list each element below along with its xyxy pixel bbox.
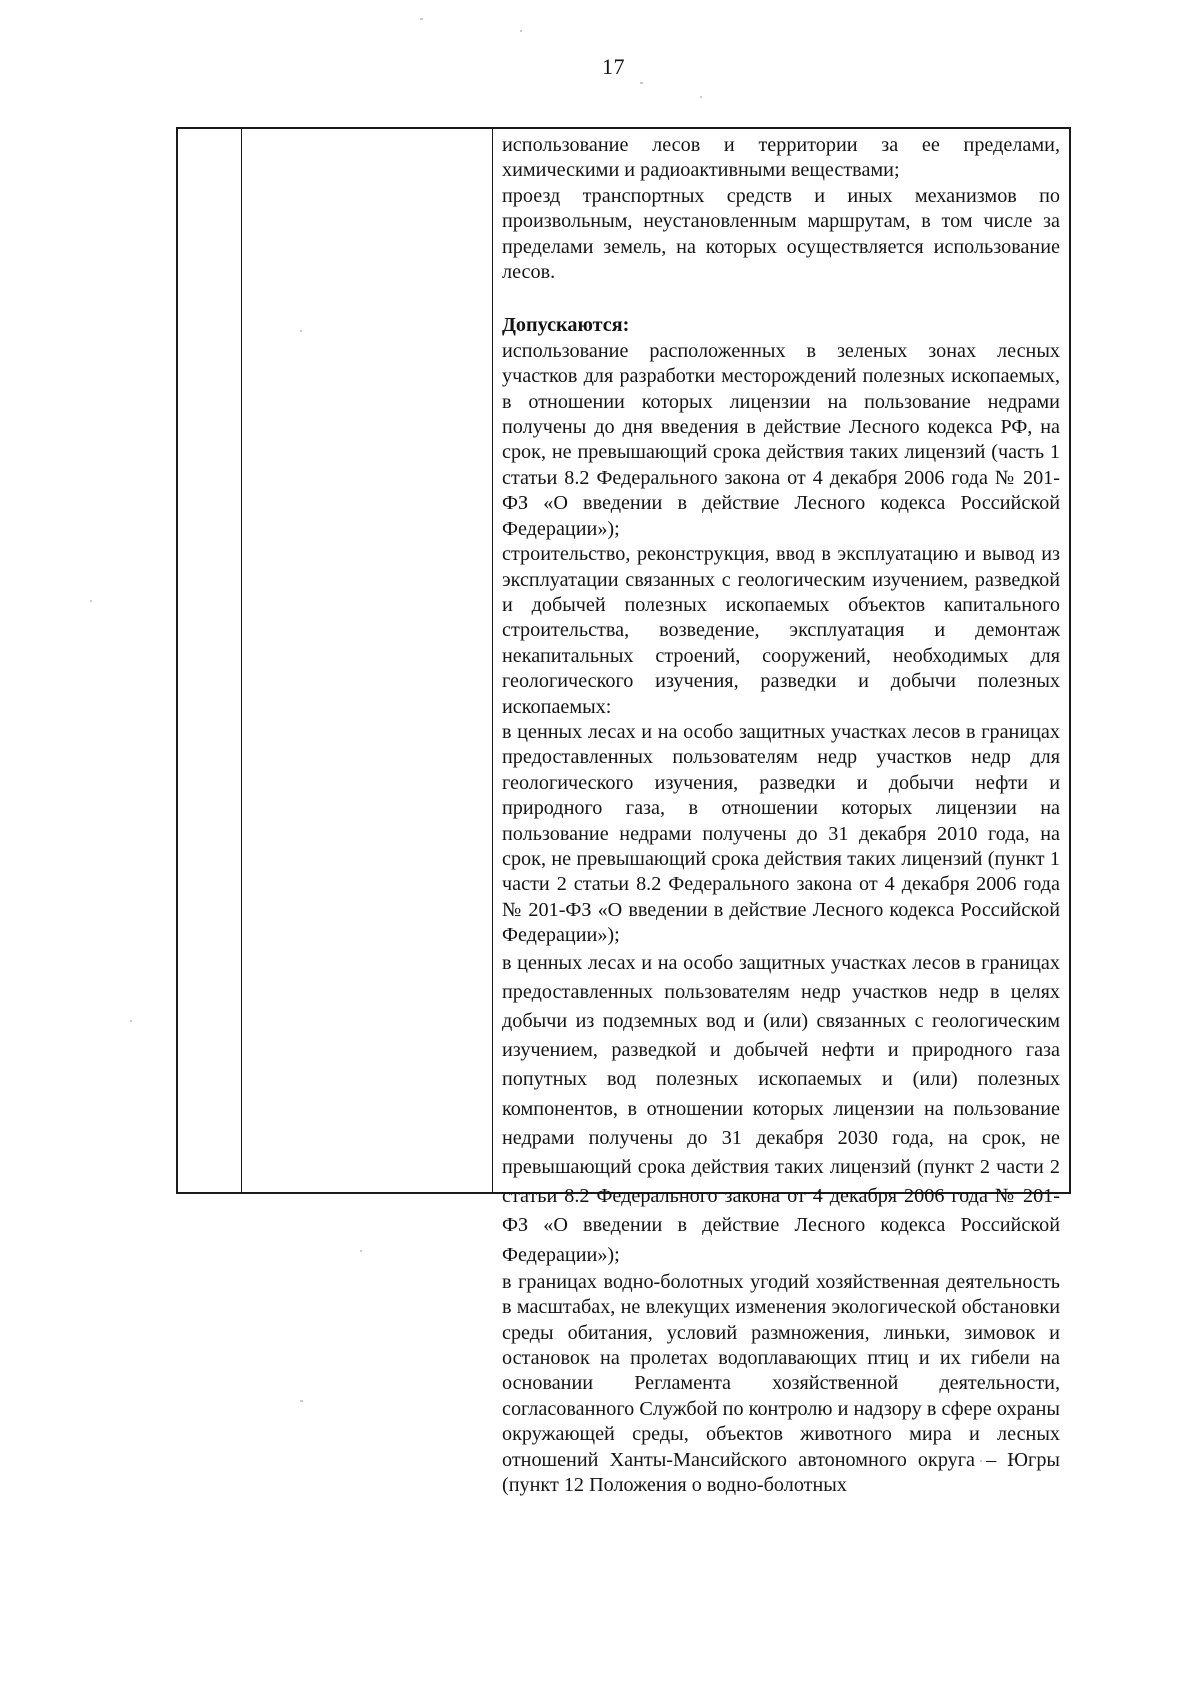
- scan-speck: [90, 600, 92, 602]
- column-divider-1: [241, 129, 242, 1192]
- scan-speck: [520, 30, 522, 32]
- section-heading: Допускаются:: [502, 314, 630, 337]
- scan-speck: [640, 82, 643, 84]
- scan-speck: [980, 1460, 982, 1462]
- scan-speck: [300, 330, 302, 332]
- list-item: в ценных лесах и на особо защитных участках лесов в границах предоставленных пользователям недр участков недр для геологического изучения, разведки и добычи нефти и природного газа, в отношении которых лицензии на пользование недрами получены до 31 декабря 2010 года, на срок, не превышающий срока действия таких лицензий (пункт 1 части 2 статьи 8.2 Федерального закона от 4 декабря 2006 года № 201-ФЗ «О введении в действие Лесного кодекса Российской Федерации»);: [502, 720, 1060, 947]
- document-table: [176, 127, 1071, 1497]
- scan-speck: [130, 1020, 132, 1022]
- scan-speck: [600, 1220, 602, 1222]
- paragraph-spacer: [502, 285, 1060, 313]
- list-item: в ценных лесах и на особо защитных участках лесов в границах предоставленных пользователям недр участков недр в целях добычи из подземных вод и (или) связанных с геологическим изучением, разведкой и добычей нефти и природного газа попутных вод полезных ископаемых и (или) полезных компонентов, в отношении которых лицензии на пользование недрами получены до 31 декабря 2030 года, на срок, не превышающий срока действия таких лицензий (пункт 2 части 2 статьи 8.2 Федерального закона от 4 декабря 2006 года № 201-ФЗ «О введении в действие Лесного кодекса Российской Федерации»);: [502, 951, 1060, 1266]
- page-number: 17: [602, 54, 625, 79]
- list-item-group: [502, 949, 1060, 1270]
- list-item: использование расположенных в зеленых зонах лесных участков для разработки месторождений полезных ископаемых, в отношении которых лицензии на пользование недрами получены до дня введения в действие Лесного кодекса РФ, на срок, не превышающий срока действия таких лицензий (часть 1 статьи 8.2 Федерального закона от 4 декабря 2006 года № 201-ФЗ «О введении в действие Лесного кодекса Российской Федерации»);: [502, 339, 1060, 540]
- scan-speck: [420, 18, 423, 20]
- scan-speck: [300, 1400, 303, 1402]
- scan-speck: [700, 96, 702, 98]
- table-text-cell: [502, 133, 1060, 1498]
- scan-speck: [360, 1250, 362, 1252]
- paragraph-continuation-1: использование лесов и территории за ее пределами, химическими и радиоактивными веществами;: [502, 134, 1060, 182]
- paragraph-continuation-2: проезд транспортных средств и иных механизмов по произвольным, неустановленным маршрутам, в том числе за пределами земель, на которых осуществляется использование лесов.: [502, 184, 1060, 284]
- column-divider-2: [492, 129, 493, 1192]
- list-item: строительство, реконструкция, ввод в эксплуатацию и вывод из эксплуатации связанных с геологическим изучением, разведкой и добычей полезных ископаемых объектов капитального строительства, возведение, эксплуатация и демонтаж некапитальных строений, сооружений, необходимых для геологического изучения, разведки и добычи полезных ископаемых:: [502, 543, 1060, 718]
- list-item: в границах водно-болотных угодий хозяйственная деятельность в масштабах, не влекущих изменения экологической обстановки среды обитания, условий размножения, линьки, зимовок и остановок на пролетах водоплавающих птиц и их гибели на основании Регламента хозяйственной деятельности, согласованного Службой по контролю и надзору в сфере охраны окружающей среды, объектов животного мира и лесных отношений Ханты-Мансийского автономного округа – Югры (пункт 12 Положения о водно-болотных: [502, 1270, 1060, 1497]
